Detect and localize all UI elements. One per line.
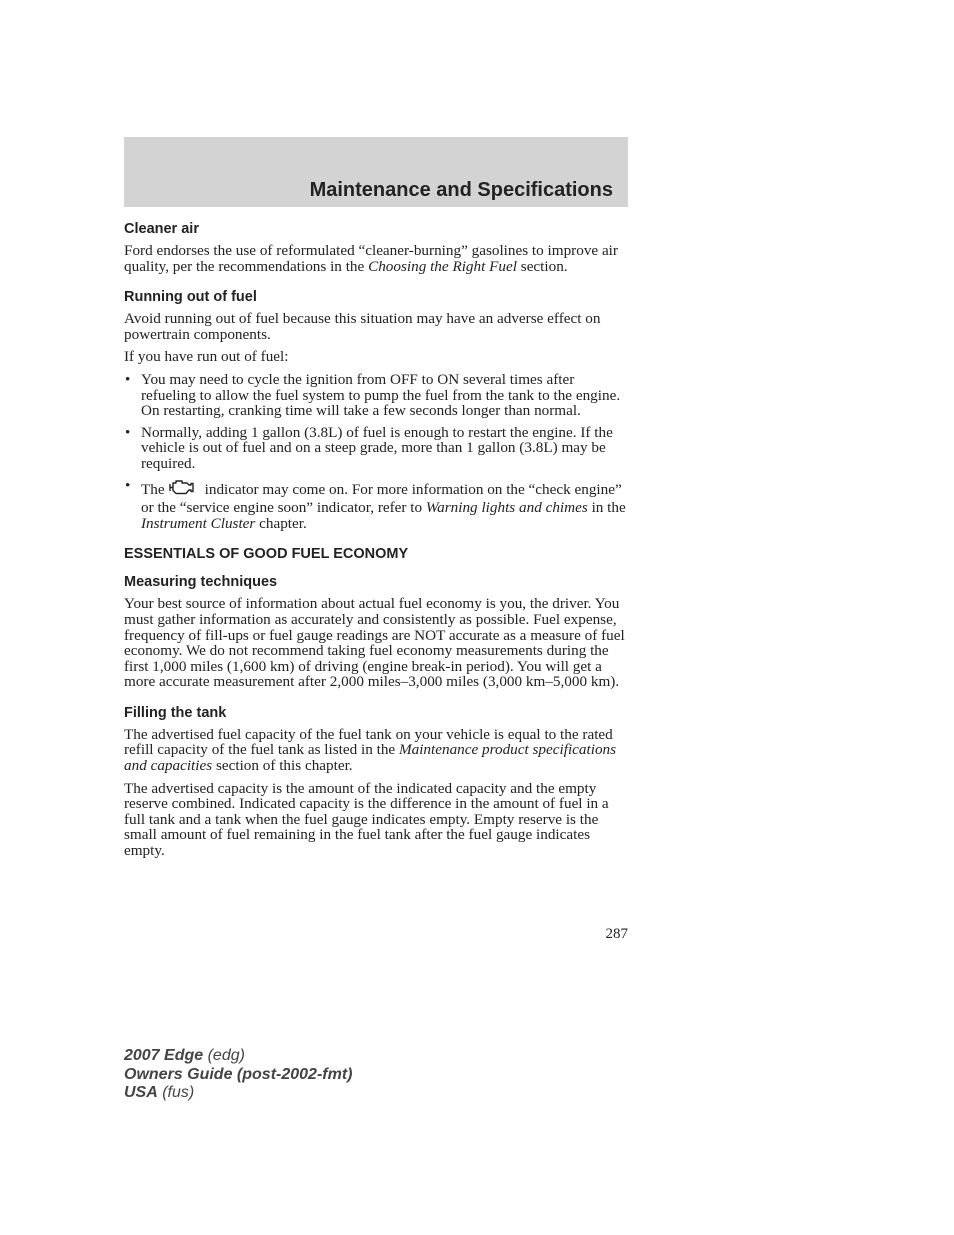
reference-choosing-right-fuel: Choosing the Right Fuel	[368, 257, 517, 275]
paragraph-filling-2: The advertised capacity is the amount of the indicated capacity and the empty reserve combined. Indicated capacity is the difference in the amount of fuel in a full tank and a tank when the fuel gauge indicates empty. Empty reserve is the small amount of fuel remaining in the fuel tank after the fuel gauge indicates empty.	[124, 779, 609, 860]
text-run: in the	[587, 499, 626, 517]
bullet-item: • Normally, adding 1 gallon (3.8L) of fuel is enough to restart the engine. If the vehicle is out of fuel and on a steep grade, more than 1 gallon (3.8L) may be required.	[124, 425, 629, 472]
section-header-band	[124, 137, 628, 207]
bullet-list	[124, 372, 629, 531]
bullet-item: • You may need to cycle the ignition from OFF to ON several times after refueling to allow the fuel system to pump the fuel from the tank to the engine. On restarting, cranking time will take a few seconds longer than normal.	[124, 372, 629, 419]
reference-instrument-cluster: Instrument Cluster	[141, 514, 256, 532]
text-run: chapter.	[255, 514, 307, 532]
page-number: 287	[605, 926, 628, 942]
footer-market-code: (fus)	[157, 1084, 195, 1101]
footer-market: USA	[124, 1084, 158, 1101]
paragraph-measuring: Your best source of information about actual fuel economy is you, the driver. You must gather information as accurately and consistently as possible. Fuel expense, frequency of fill-ups or fuel gauge readings are NOT accurate as a measure of fuel economy. We do not recommend taking fuel economy measurements during the first 1,000 miles (1,600 km) of driving (engine break-in period). You will get a more accurate measurement after 2,000 miles–3,000 miles (3,000 km–5,000 km).	[124, 595, 625, 691]
text-run: section of this chapter.	[212, 757, 353, 775]
footer-model-code: (edg)	[203, 1047, 245, 1064]
paragraph-filling-1	[124, 727, 629, 774]
reference-maintenance-specs: Maintenance product specifications and capacities	[124, 741, 617, 775]
bullet-item	[124, 478, 629, 532]
document-footer	[124, 1047, 352, 1103]
footer-line-3	[124, 1084, 352, 1103]
footer-guide-name: Owners Guide (post-2002-fmt)	[124, 1065, 353, 1083]
heading-cleaner-air: Cleaner air	[124, 221, 199, 237]
paragraph-cleaner-air	[124, 243, 629, 274]
check-engine-icon	[167, 478, 197, 501]
text-run: Ford endorses the use of reformulated “cleaner-burning” gasolines to improve air quality, per the recommendations in the	[124, 242, 618, 275]
heading-running-out-of-fuel: Running out of fuel	[124, 289, 257, 306]
heading-measuring-techniques: Measuring techniques	[124, 574, 278, 591]
text-run: The advertised fuel capacity of the fuel tank on your vehicle is equal to the rated refill capacity of the fuel tank as listed in the	[124, 725, 613, 759]
footer-model: 2007 Edge	[124, 1047, 204, 1064]
page-content	[124, 220, 629, 866]
reference-warning-lights: Warning lights and chimes	[425, 499, 588, 517]
heading-filling-the-tank: Filling the tank	[124, 704, 227, 721]
footer-line-1	[124, 1047, 352, 1066]
text-run: indicator may come on. For more information on the “check engine” or the “service engine soon” indicator, refer to	[141, 480, 622, 517]
section-title: Maintenance and Specifications	[309, 179, 613, 201]
text-run: section.	[516, 257, 568, 275]
text-run: The	[141, 480, 165, 498]
paragraph-running-out-1: Avoid running out of fuel because this situation may have an adverse effect on powertrain components.	[124, 310, 601, 343]
paragraph-running-out-2: If you have run out of fuel:	[124, 348, 289, 366]
footer-line-2	[124, 1066, 352, 1085]
heading-essentials-fuel-economy: ESSENTIALS OF GOOD FUEL ECONOMY	[124, 546, 409, 563]
